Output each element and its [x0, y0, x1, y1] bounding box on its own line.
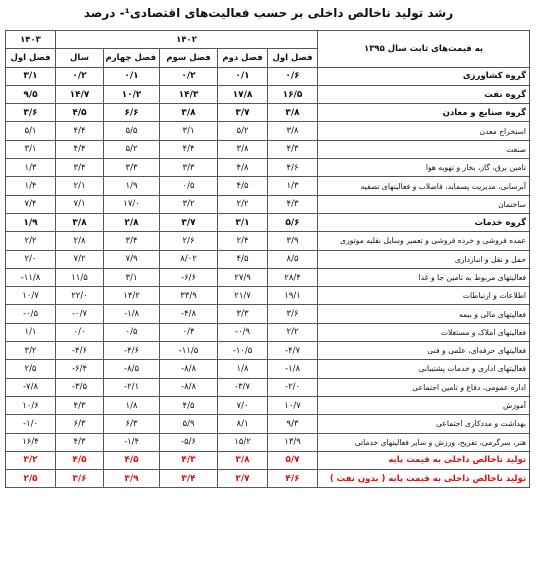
table-cell: ۰/۵ — [160, 177, 218, 195]
table-cell: ۲/۶ — [160, 232, 218, 250]
table-body — [6, 67, 530, 488]
table-row — [6, 323, 530, 341]
table-cell: ۲/۴ — [218, 232, 268, 250]
table-row — [6, 104, 530, 122]
row-label: عمده فروشی و خرده فروشی و تعمیر وسایل نقلیه موتوری — [318, 232, 530, 250]
table-cell: ۱/۸- — [104, 305, 160, 323]
table-cell: ۲۸/۴ — [268, 268, 318, 286]
table-cell: ۴/۸ — [218, 159, 268, 177]
table-cell: ۴/۳ — [160, 451, 218, 469]
table-cell: ۱۰/۷ — [6, 287, 56, 305]
table-cell: ۴/۳ — [56, 396, 104, 414]
table-cell: ۱۶/۴ — [6, 433, 56, 451]
table-cell: ۰/۴ — [160, 323, 218, 341]
table-cell: ۴/۶- — [104, 342, 160, 360]
table-row — [6, 159, 530, 177]
table-cell: ۲/۰ — [6, 250, 56, 268]
table-title: رشد تولید ناخالص داخلی بر حسب فعالیت‌های اقتصادی¹- درصد — [83, 6, 454, 20]
table-cell: ۱۴/۳ — [160, 85, 218, 103]
table-cell: ۲/۲ — [268, 323, 318, 341]
table-cell: ۵/۵ — [104, 122, 160, 140]
table-cell: ۴/۵ — [160, 396, 218, 414]
table-cell: ۳/۸ — [218, 140, 268, 158]
row-label: اطلاعات و ارتباطات — [318, 287, 530, 305]
table-cell: ۳/۷- — [218, 378, 268, 396]
table-cell: ۱۴/۷ — [56, 85, 104, 103]
table-cell: ۱۱/۵ — [56, 268, 104, 286]
table-cell: ۷/۹ — [104, 250, 160, 268]
table-cell: ۳/۹ — [104, 470, 160, 488]
table-row — [6, 360, 530, 378]
table-cell: ۵/۹ — [160, 415, 218, 433]
row-label: آموزش — [318, 396, 530, 414]
row-label: گروه خدمات — [318, 213, 530, 231]
table-cell: ۶/۳ — [56, 415, 104, 433]
column-header: فصل اول — [6, 49, 56, 67]
table-cell: ۰/۵- — [6, 305, 56, 323]
table-cell: ۹/۳ — [268, 415, 318, 433]
row-label: آبرسانی، مدیریت پسماند، فاضلاب و فعالیتهای تصفیه — [318, 177, 530, 195]
table-cell: ۳/۳ — [218, 305, 268, 323]
table-cell: ۱/۳ — [6, 159, 56, 177]
year-1402-header: ۱۴۰۲ — [56, 31, 318, 49]
table-row — [6, 451, 530, 469]
row-label: هنر، سرگرمی، تفریح، ورزش و سایر فعالیتهای خدماتی — [318, 433, 530, 451]
table-cell: ۱۳/۹ — [268, 433, 318, 451]
table-cell: ۴/۵ — [56, 451, 104, 469]
table-row — [6, 268, 530, 286]
table-cell: ۲/۲ — [218, 195, 268, 213]
table-cell: ۴/۷- — [268, 342, 318, 360]
table-cell: ۱/۸- — [268, 360, 318, 378]
row-label: تامین برق، گاز، بخار و تهویه هوا — [318, 159, 530, 177]
table-cell: ۱۹/۱ — [268, 287, 318, 305]
table-cell: ۴/۴ — [160, 140, 218, 158]
table-cell: ۱۷/۰ — [104, 195, 160, 213]
table-cell: ۱/۳ — [268, 177, 318, 195]
table-cell: ۴/۴ — [56, 122, 104, 140]
row-label: گروه صنایع و معادن — [318, 104, 530, 122]
table-cell: ۱۰/۶ — [6, 396, 56, 414]
table-cell: ۱/۴ — [6, 177, 56, 195]
table-row — [6, 195, 530, 213]
table-cell: ۱/۱ — [6, 323, 56, 341]
base-price-header: به قیمت‌های ثابت سال ۱۳۹۵ — [318, 31, 530, 68]
row-label: تولید ناخالص داخلی به قیمت پایه ( بدون نفت ) — [318, 470, 530, 488]
table-cell: ۲/۱ — [56, 177, 104, 195]
table-row — [6, 67, 530, 85]
table-row — [6, 232, 530, 250]
table-cell: ۷/۱ — [56, 195, 104, 213]
row-label: فعالیتهای املاک و مستغلات — [318, 323, 530, 341]
table-cell: ۸/۵- — [104, 360, 160, 378]
table-cell: ۷/۸- — [6, 378, 56, 396]
table-row — [6, 433, 530, 451]
table-row — [6, 122, 530, 140]
table-cell: ۱۱/۵- — [160, 342, 218, 360]
row-label: حمل و نقل و انبارداری — [318, 250, 530, 268]
column-header: فصل اول — [268, 49, 318, 67]
table-row — [6, 85, 530, 103]
table-cell: ۳/۱ — [104, 268, 160, 286]
row-label: تولید ناخالص داخلی به قیمت پایه — [318, 451, 530, 469]
table-cell: ۶/۶- — [160, 268, 218, 286]
table-cell: ۳/۷ — [160, 213, 218, 231]
table-cell: ۳/۸ — [268, 104, 318, 122]
table-cell: ۳/۳ — [160, 159, 218, 177]
table-row — [6, 470, 530, 488]
column-header: فصل چهارم — [104, 49, 160, 67]
table-cell: ۴/۳ — [268, 195, 318, 213]
table-cell: ۴/۳ — [268, 140, 318, 158]
table-cell: ۳/۶ — [6, 104, 56, 122]
table-cell: ۸/۰۲ — [160, 250, 218, 268]
row-label: ساختمان — [318, 195, 530, 213]
table-cell: ۰/۲ — [56, 67, 104, 85]
table-cell: ۵/۱ — [6, 122, 56, 140]
table-row — [6, 342, 530, 360]
table-cell: ۶/۴- — [56, 360, 104, 378]
table-cell: ۲/۵ — [6, 360, 56, 378]
table-cell: ۵/۶ — [268, 213, 318, 231]
table-cell: ۶/۳ — [104, 415, 160, 433]
row-label: بهداشت و مددکاری اجتماعی — [318, 415, 530, 433]
table-cell: ۳/۸ — [218, 451, 268, 469]
table-row — [6, 177, 530, 195]
table-cell: ۴/۶ — [268, 470, 318, 488]
table-cell: ۳/۷ — [218, 104, 268, 122]
table-cell: ۱۱/۸- — [6, 268, 56, 286]
table-cell: ۳/۴ — [160, 470, 218, 488]
row-label: فعالیتهای مربوط به تامین جا و غذا — [318, 268, 530, 286]
table-cell: ۳/۱ — [6, 140, 56, 158]
table-cell: ۳/۲ — [160, 195, 218, 213]
table-cell: ۴/۳ — [56, 433, 104, 451]
table-cell: ۱۰/۲ — [104, 85, 160, 103]
table-cell: ۳/۵- — [56, 378, 104, 396]
table-cell: ۵/۶- — [160, 433, 218, 451]
table-cell: ۰/۱ — [218, 67, 268, 85]
table-cell: ۸/۵ — [268, 250, 318, 268]
table-cell: ۰/۹- — [218, 323, 268, 341]
table-cell: ۲۲/۰ — [56, 287, 104, 305]
table-cell: ۱/۰- — [6, 415, 56, 433]
table-cell: ۳/۴ — [56, 159, 104, 177]
table-cell: ۱/۸ — [218, 360, 268, 378]
row-label: فعالیتهای مالی و بیمه — [318, 305, 530, 323]
column-header: سال — [56, 49, 104, 67]
table-cell: ۳/۹ — [268, 232, 318, 250]
table-cell: ۰/۵ — [104, 323, 160, 341]
table-cell: ۳۳/۹ — [160, 287, 218, 305]
table-row — [6, 415, 530, 433]
table-cell: ۹/۵ — [6, 85, 56, 103]
table-cell: ۱۷/۸ — [218, 85, 268, 103]
table-row — [6, 287, 530, 305]
table-cell: ۲/۸ — [104, 213, 160, 231]
table-cell: ۴/۵ — [56, 104, 104, 122]
table-cell: ۴/۸- — [160, 305, 218, 323]
row-label: استخراج معدن — [318, 122, 530, 140]
table-cell: ۳/۱ — [6, 67, 56, 85]
table-cell: ۷/۰ — [218, 396, 268, 414]
row-label: صنعت — [318, 140, 530, 158]
table-cell: ۲/۰- — [268, 378, 318, 396]
table-cell: ۳/۱ — [160, 122, 218, 140]
table-cell: ۰/۱ — [104, 67, 160, 85]
table-row — [6, 396, 530, 414]
table-cell: ۳/۴ — [104, 232, 160, 250]
table-cell: ۵/۲ — [104, 140, 160, 158]
table-cell: ۷/۲ — [56, 250, 104, 268]
table-cell: ۲/۱- — [104, 378, 160, 396]
row-label: گروه کشاورزی — [318, 67, 530, 85]
table-cell: ۴/۶- — [56, 342, 104, 360]
table-cell: ۰/۲ — [160, 67, 218, 85]
table-cell: ۰/۷- — [56, 305, 104, 323]
table-cell: ۴/۵ — [218, 177, 268, 195]
table-cell: ۳/۱ — [218, 213, 268, 231]
table-cell: ۱/۸ — [104, 396, 160, 414]
table-cell: ۸/۱ — [218, 415, 268, 433]
table-cell: ۳/۲ — [6, 451, 56, 469]
table-cell: ۰/۶ — [268, 67, 318, 85]
table-cell: ۲/۷ — [218, 470, 268, 488]
table-cell: ۱۴/۲ — [104, 287, 160, 305]
row-label: فعالیتهای حرفه‌ای، علمی و فنی — [318, 342, 530, 360]
column-header: فصل دوم — [218, 49, 268, 67]
table-cell: ۳/۸ — [268, 122, 318, 140]
table-cell: ۲۱/۷ — [218, 287, 268, 305]
table-cell: ۱۵/۲ — [218, 433, 268, 451]
table-cell: ۳/۶ — [56, 470, 104, 488]
table-cell: ۵/۲ — [218, 122, 268, 140]
table-cell: ۴/۴ — [56, 140, 104, 158]
table-row — [6, 305, 530, 323]
table-cell: ۷/۴ — [6, 195, 56, 213]
table-row — [6, 213, 530, 231]
table-cell: ۳/۶ — [268, 305, 318, 323]
table-cell: ۳/۲ — [6, 342, 56, 360]
row-label: گروه نفت — [318, 85, 530, 103]
table-cell: ۲۷/۹ — [218, 268, 268, 286]
table-row — [6, 250, 530, 268]
year-1403-header: ۱۴۰۳ — [6, 31, 56, 49]
table-cell: ۱۰/۷ — [268, 396, 318, 414]
table-cell: ۴/۵ — [104, 451, 160, 469]
table-cell: ۱۰/۵- — [218, 342, 268, 360]
table-row — [6, 140, 530, 158]
table-cell: ۱۶/۵ — [268, 85, 318, 103]
table-cell: ۳/۸ — [56, 213, 104, 231]
table-cell: ۴/۶ — [268, 159, 318, 177]
table-cell: ۱/۹ — [6, 213, 56, 231]
gdp-growth-table — [5, 30, 530, 488]
table-cell: ۱/۹ — [104, 177, 160, 195]
table-cell: ۱/۴- — [104, 433, 160, 451]
table-row — [6, 378, 530, 396]
table-cell: ۴/۵ — [218, 250, 268, 268]
table-cell: ۲/۵ — [6, 470, 56, 488]
table-cell: ۳/۸ — [160, 104, 218, 122]
table-cell: ۰/۰ — [56, 323, 104, 341]
table-cell: ۶/۶ — [104, 104, 160, 122]
table-cell: ۵/۷ — [268, 451, 318, 469]
table-cell: ۸/۸- — [160, 378, 218, 396]
row-label: فعالیتهای اداری و خدمات پشتیبانی — [318, 360, 530, 378]
row-label: اداره عمومی، دفاع و تامین اجتماعی — [318, 378, 530, 396]
table-cell: ۳/۳ — [104, 159, 160, 177]
column-header: فصل سوم — [160, 49, 218, 67]
table-cell: ۲/۲ — [6, 232, 56, 250]
table-cell: ۸/۸- — [160, 360, 218, 378]
table-cell: ۲/۸ — [56, 232, 104, 250]
